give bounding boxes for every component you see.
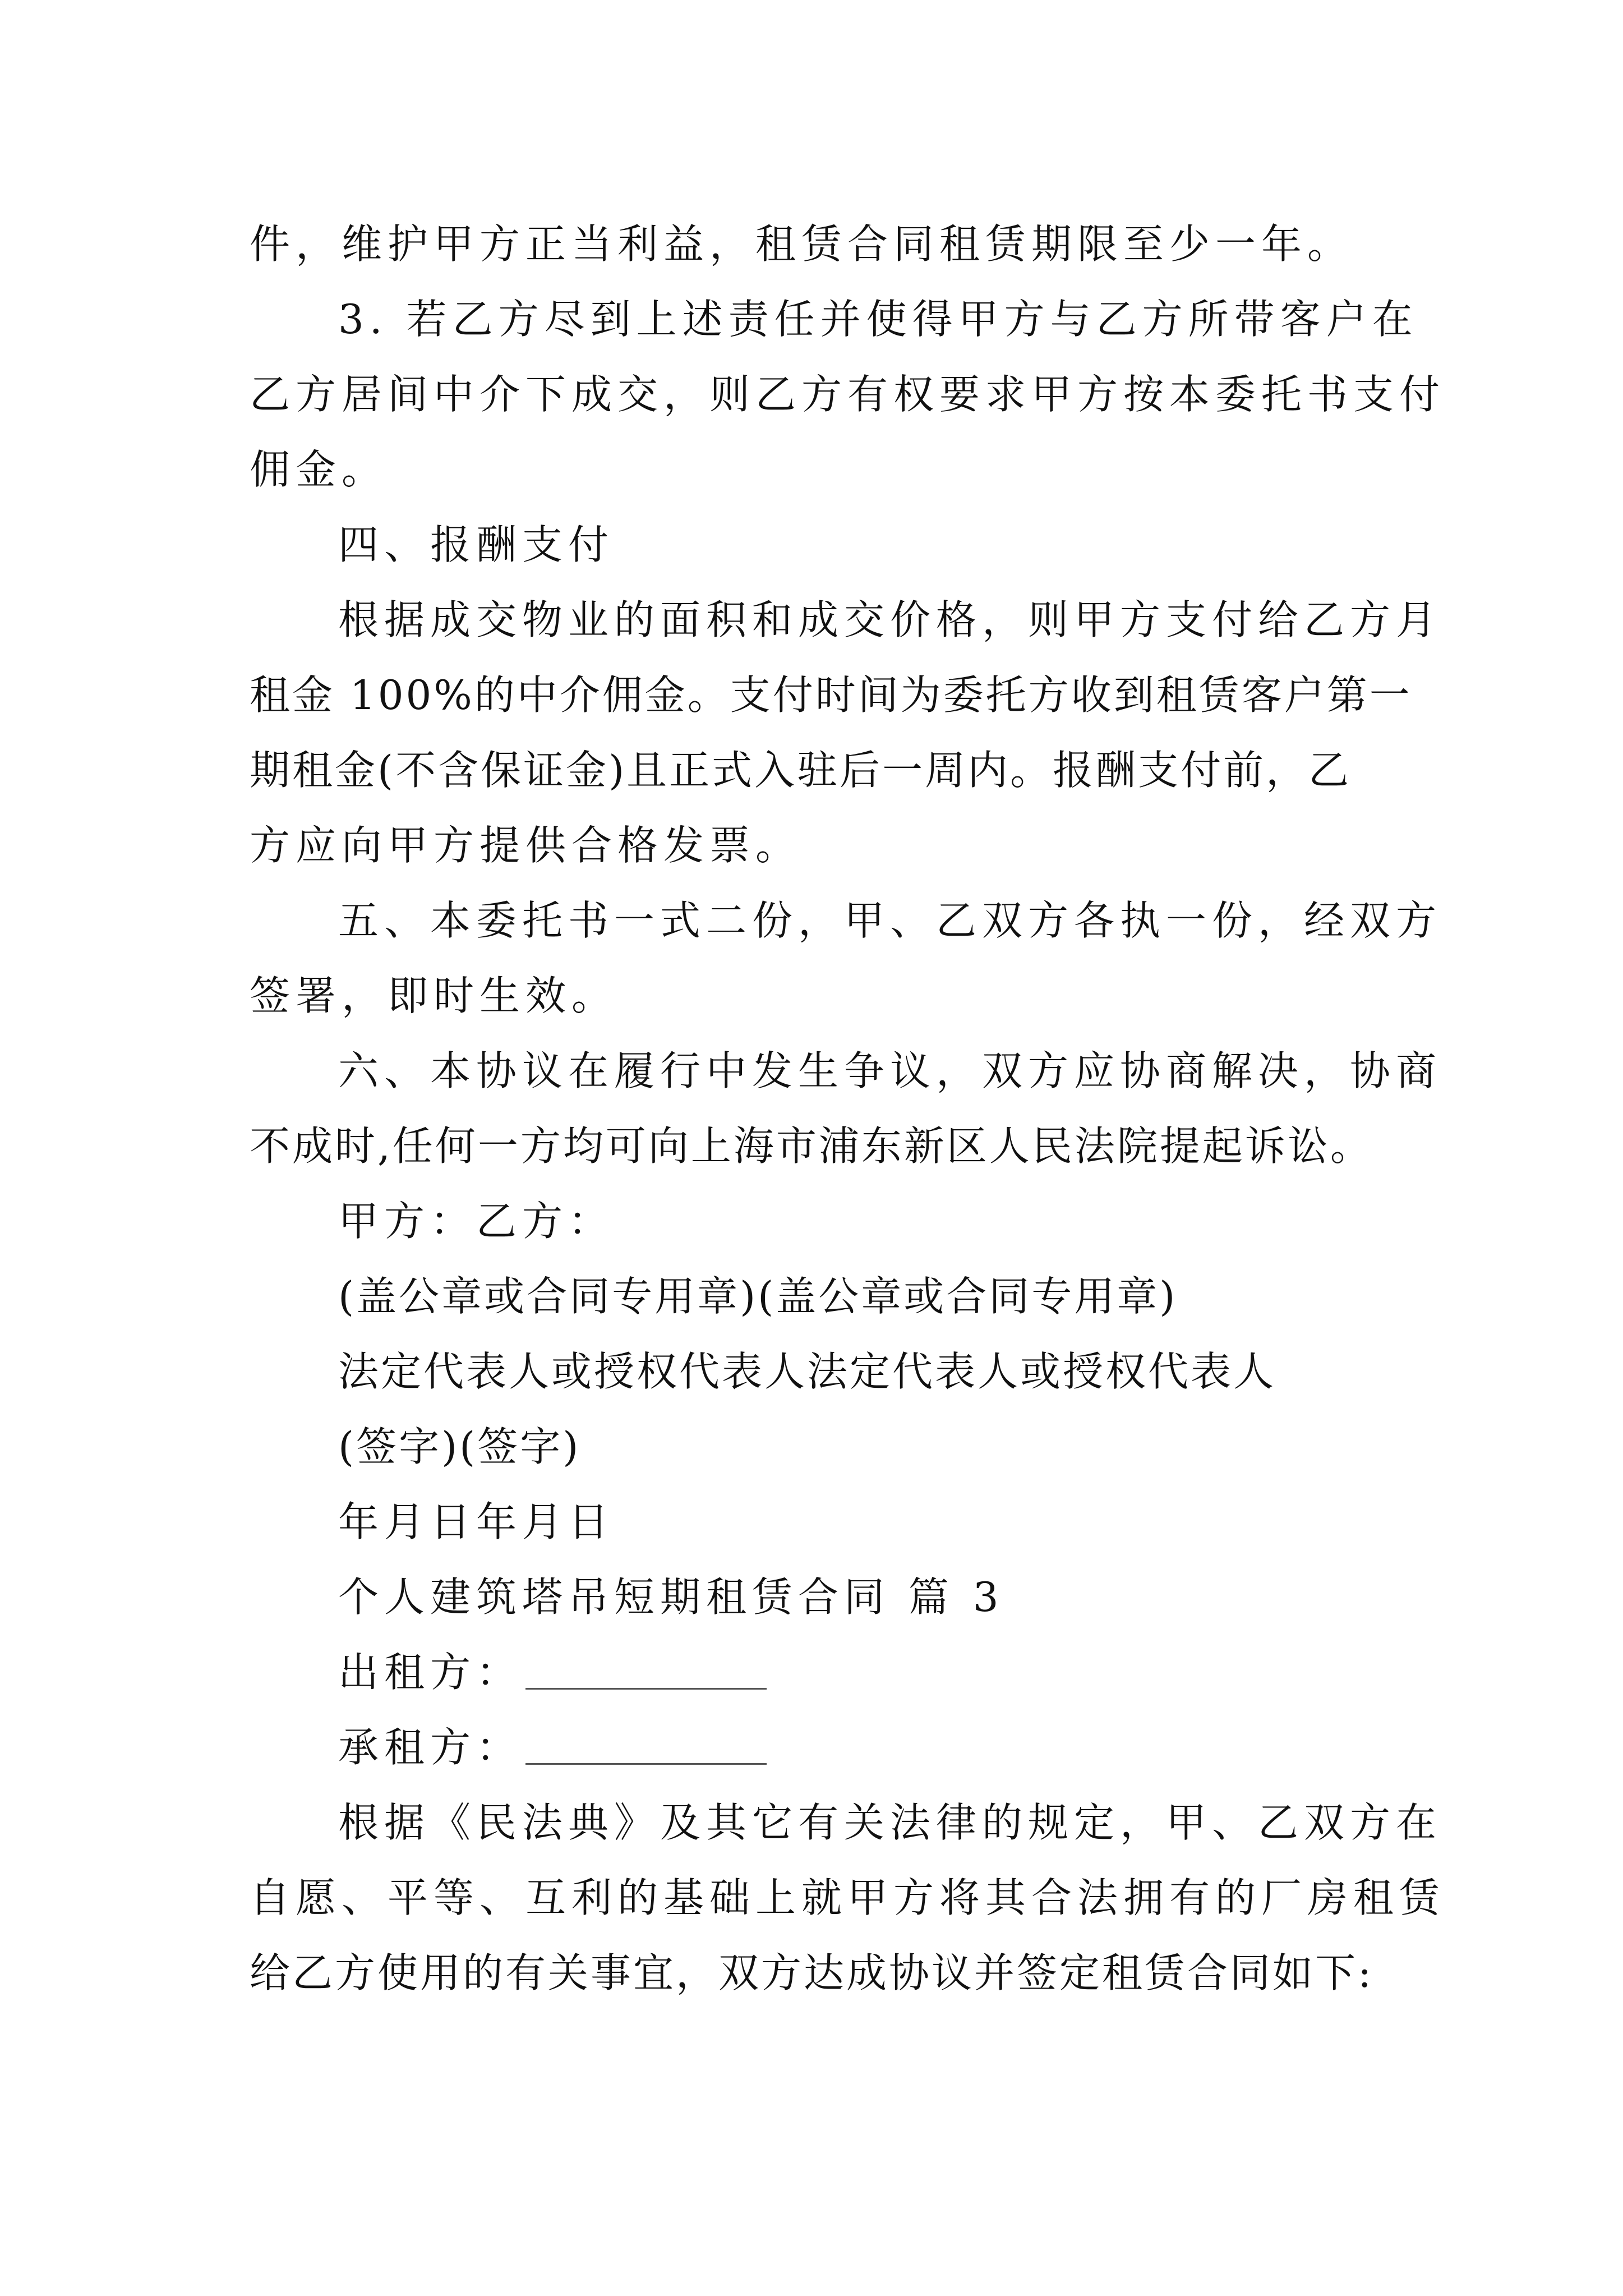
section-five-line: 五、本委托书一式二份，甲、乙双方各执一份，经双方	[338, 897, 1442, 944]
paragraph-line: 方应向甲方提供合格发票。	[250, 822, 802, 869]
signature-parties: 甲方：乙方：	[338, 1198, 615, 1245]
clause-3-line: 3. 若乙方尽到上述责任并使得甲方与乙方所带客户在	[338, 296, 1418, 343]
document-body	[250, 206, 1446, 2010]
paragraph-line: 乙方居间中介下成交，则乙方有权要求甲方按本委托书支付	[250, 371, 1446, 418]
lessor-blank	[525, 1677, 767, 1690]
contract-title: 个人建筑塔吊短期租赁合同 篇 3	[338, 1573, 1004, 1621]
paragraph-line: 期租金(不含保证金)且正式入驻后一周内。报酬支付前，乙	[250, 747, 1352, 794]
paragraph-line: 自愿、平等、互利的基础上就甲方将其合法拥有的厂房租赁	[250, 1874, 1446, 1921]
signature-sign: (签字)(签字)	[338, 1423, 581, 1470]
signature-representative: 法定代表人或授权代表人法定代表人或授权代表人	[338, 1348, 1276, 1395]
lessor-label: 出租方：	[338, 1649, 523, 1696]
paragraph-line: 不成时,任何一方均可向上海市浦东新区人民法院提起诉讼。	[250, 1122, 1373, 1170]
lessee-label: 承租方：	[338, 1724, 523, 1771]
section-six-line: 六、本协议在履行中发生争议，双方应协商解决，协商	[338, 1047, 1442, 1094]
signature-date: 年月日年月日	[338, 1498, 615, 1545]
lessor-line	[250, 1635, 1388, 1710]
signature-seal: (盖公章或合同专用章)(盖公章或合同专用章)	[338, 1273, 1178, 1320]
paragraph-line: 佣金。	[250, 446, 388, 493]
paragraph-line: 件，维护甲方正当利益，租赁合同租赁期限至少一年。	[250, 220, 1354, 268]
paragraph-line: 租金 100%的中介佣金。支付时间为委托方收到租赁客户第一	[250, 671, 1412, 719]
lessee-line	[250, 1710, 1388, 1785]
lessee-blank	[525, 1752, 767, 1765]
paragraph-line: 根据《民法典》及其它有关法律的规定，甲、乙双方在	[338, 1799, 1442, 1846]
paragraph-line: 给乙方使用的有关事宜，双方达成协议并签定租赁合同如下:	[250, 1949, 1374, 1996]
section-heading-payment: 四、报酬支付	[338, 521, 615, 568]
paragraph-line: 签署，即时生效。	[250, 972, 618, 1019]
paragraph-line: 根据成交物业的面积和成交价格，则甲方支付给乙方月	[338, 596, 1442, 643]
